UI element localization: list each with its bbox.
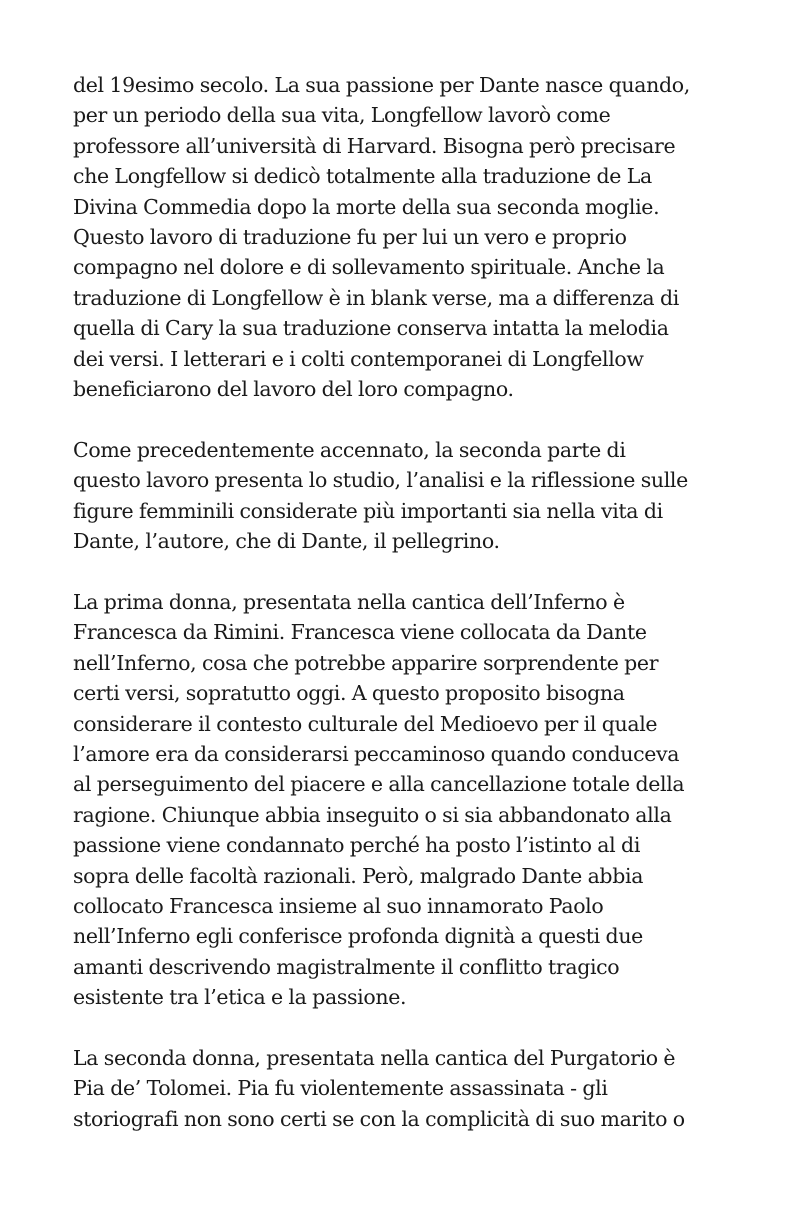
paragraph-longfellow — [73, 70, 733, 404]
text-line: figure femminili considerate più importanti sia nella vita di — [73, 498, 663, 523]
text-line: ragione. Chiunque abbia inseguito o si sia abbandonato alla — [73, 802, 672, 827]
text-line: La seconda donna, presentata nella cantica del Purgatorio è — [73, 1045, 676, 1070]
text-line: nell’Inferno egli conferisce profonda dignità a questi due — [73, 924, 643, 949]
text-line: Pia de’ Tolomei. Pia fu violentemente assassinata - gli — [73, 1076, 608, 1101]
text-line: esistente tra l’etica e la passione. — [73, 985, 407, 1010]
text-line: professore all’università di Harvard. Bisogna però precisare — [73, 133, 676, 158]
text-line: Questo lavoro di traduzione fu per lui un vero e proprio — [73, 225, 627, 250]
text-line: per un periodo della sua vita, Longfellow lavorò come — [73, 103, 611, 128]
text-line: considerare il contesto culturale del Medioevo per il quale — [73, 711, 658, 736]
text-line: del 19esimo secolo. La sua passione per Dante nasce quando, — [73, 73, 690, 97]
text-line: l’amore era da considerarsi peccaminoso quando conduceva — [73, 741, 680, 766]
text-line: passione viene condannato perché ha posto l’istinto al di — [73, 833, 641, 858]
text-line: questo lavoro presenta lo studio, l’analisi e la riflessione sulle — [73, 468, 688, 493]
text-line: collocato Francesca insieme al suo innamorato Paolo — [73, 893, 604, 918]
text-line: Francesca da Rimini. Francesca viene collocata da Dante — [73, 620, 647, 645]
document-page — [73, 70, 733, 1165]
text-line: certi versi, sopratutto oggi. A questo proposito bisogna — [73, 681, 625, 706]
text-line: quella di Cary la sua traduzione conserva intatta la melodia — [73, 316, 669, 341]
text-line: compagno nel dolore e di sollevamento spirituale. Anche la — [73, 255, 665, 280]
text-line: beneficiarono del lavoro del loro compagno. — [73, 377, 514, 402]
text-line: dei versi. I letterari e i colti contemporanei di Longfellow — [73, 346, 644, 371]
text-line: Come precedentemente accennato, la seconda parte di — [73, 437, 626, 462]
text-line: sopra delle facoltà razionali. Però, malgrado Dante abbia — [73, 863, 644, 888]
text-line: Divina Commedia dopo la morte della sua seconda moglie. — [73, 194, 660, 219]
text-line: traduzione di Longfellow è in blank verse, ma a differenza di — [73, 285, 679, 310]
text-line: nell’Inferno, cosa che potrebbe apparire sorprendente per — [73, 650, 659, 675]
text-line: Dante, l’autore, che di Dante, il pellegrino. — [73, 529, 500, 554]
paragraph-pia — [73, 1043, 733, 1134]
text-line: che Longfellow si dedicò totalmente alla traduzione de La — [73, 164, 652, 189]
paragraph-second-part — [73, 435, 733, 557]
paragraph-francesca — [73, 587, 733, 1013]
text-line: al perseguimento del piacere e alla cancellazione totale della — [73, 772, 685, 797]
text-line: storiografi non sono certi se con la complicità di suo marito o — [73, 1106, 685, 1131]
text-line: amanti descrivendo magistralmente il conflitto tragico — [73, 954, 620, 979]
text-line: La prima donna, presentata nella cantica dell’Inferno è — [73, 589, 625, 614]
